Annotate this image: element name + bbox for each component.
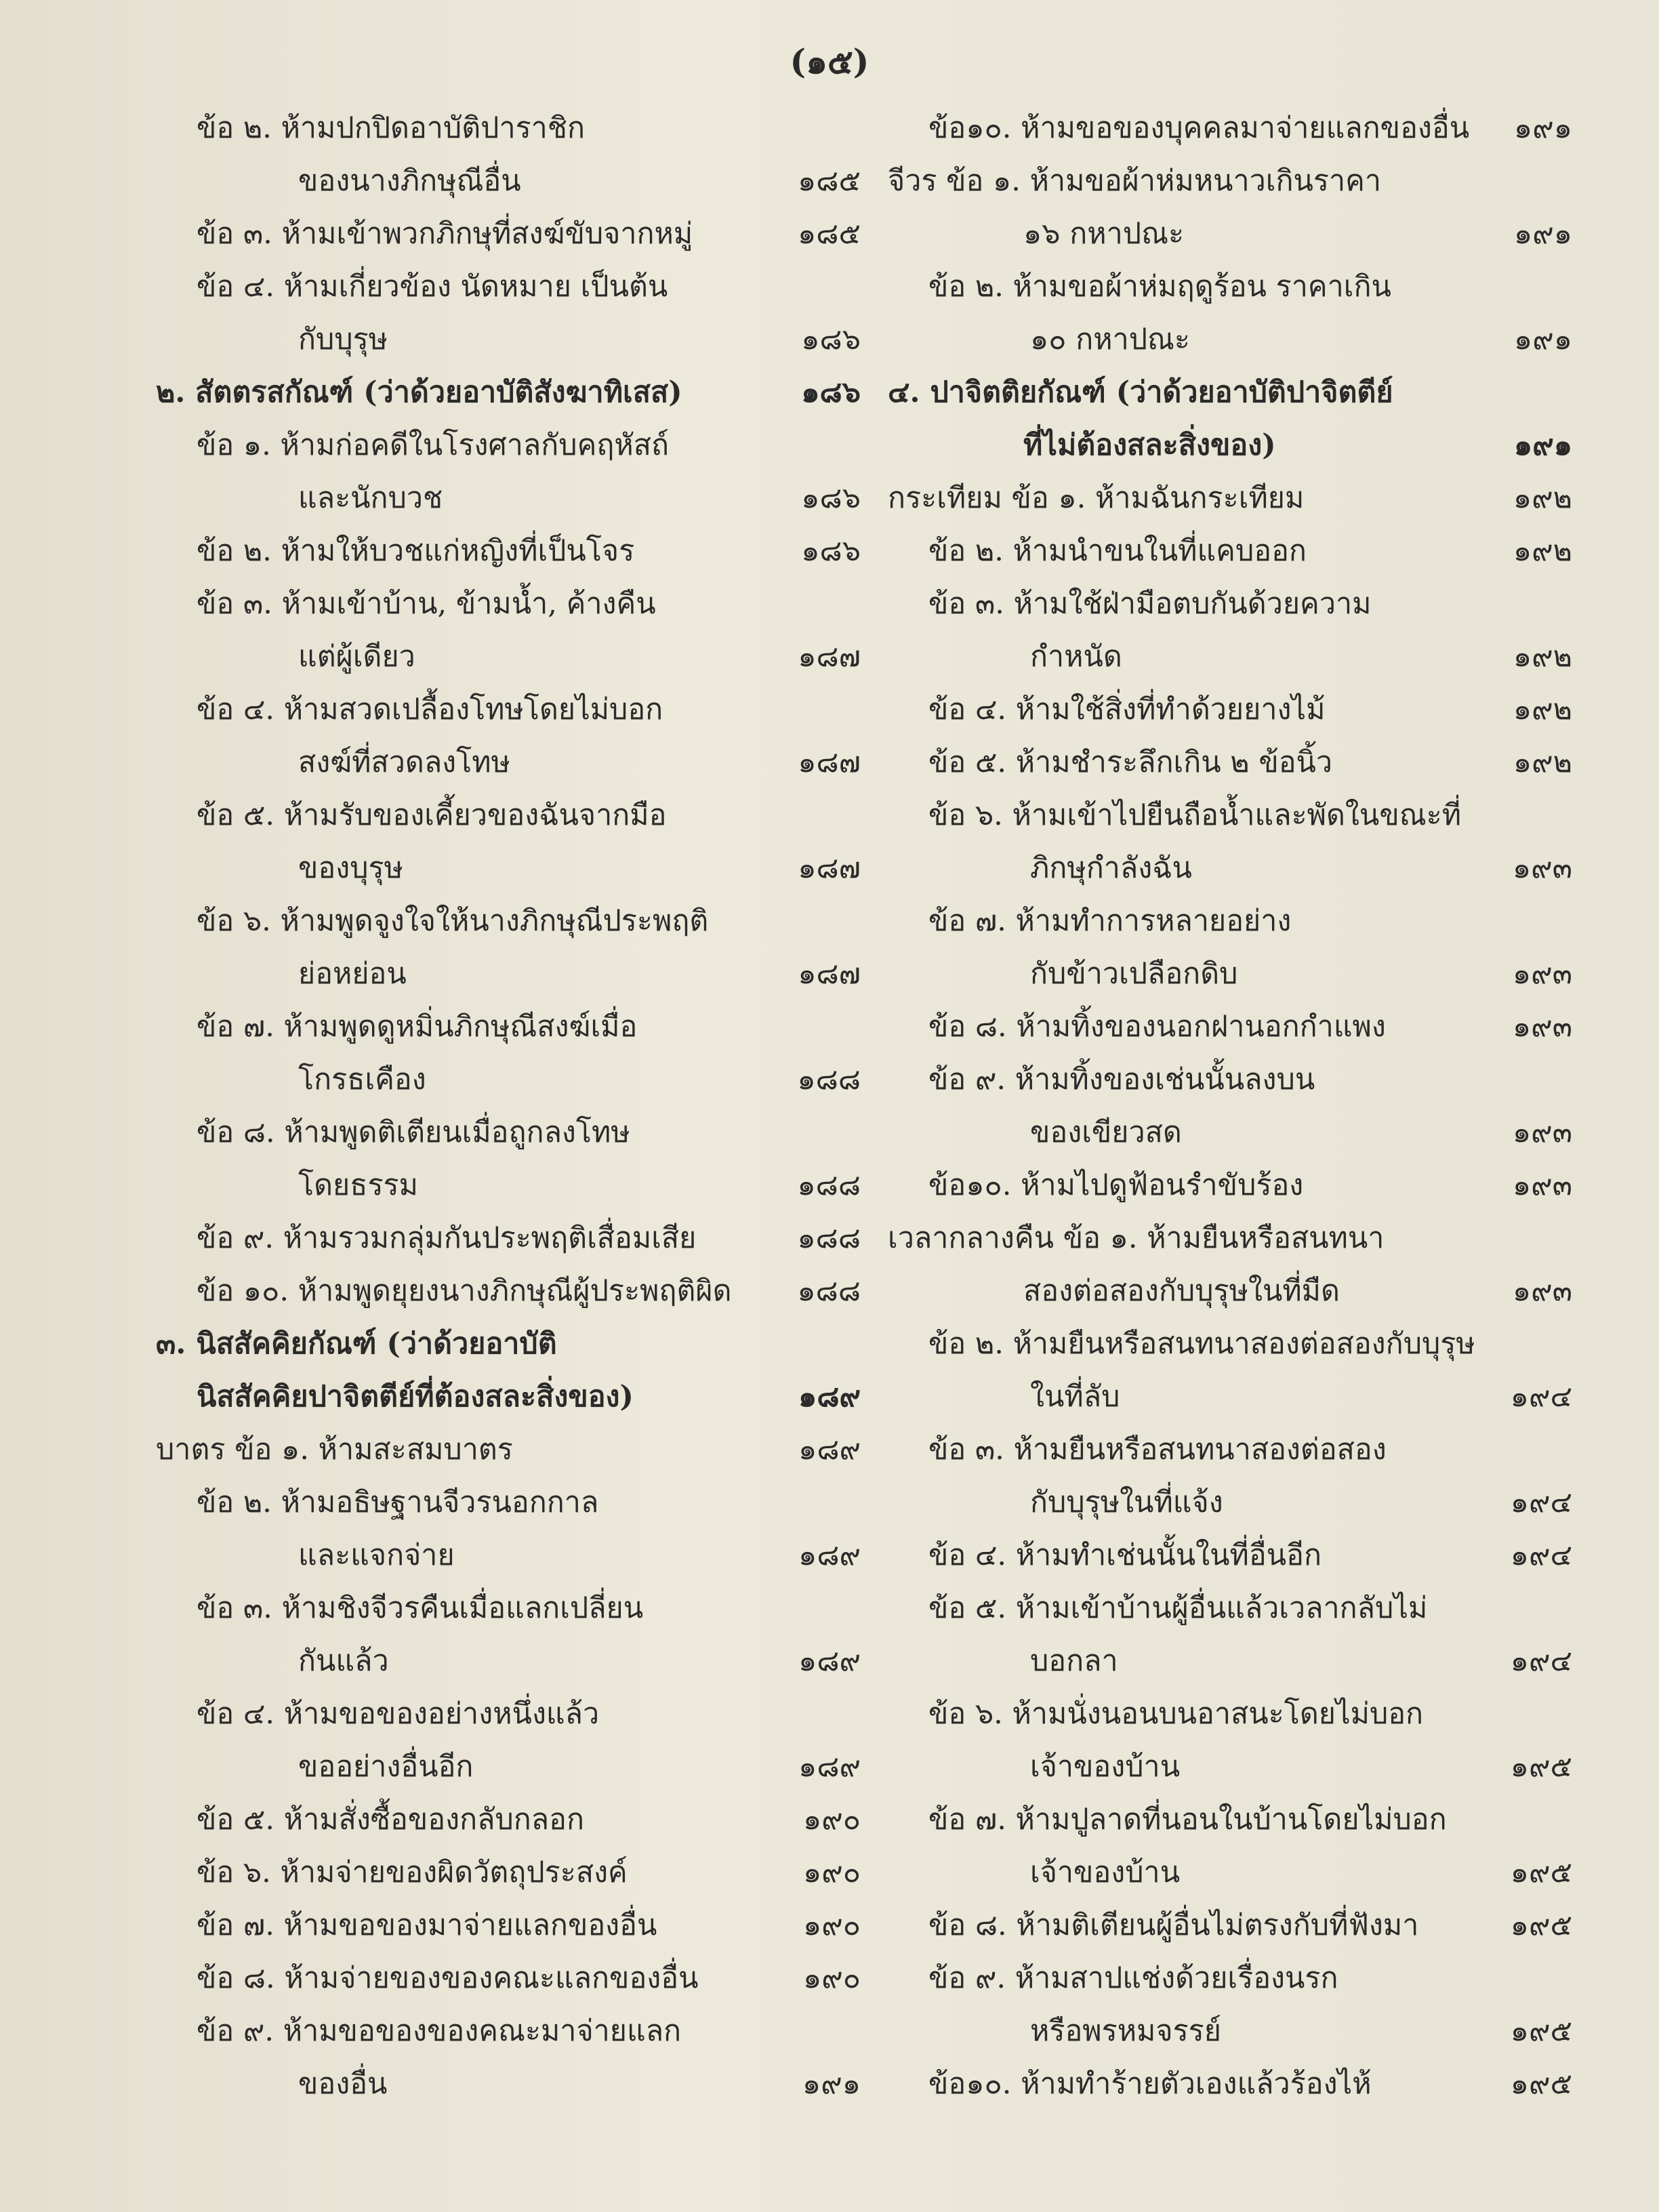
- toc-entry: [156, 102, 861, 207]
- toc-entry-text: ๔. ปาจิตติยกัณฑ์ (ว่าด้วยอาบัติปาจิตตีย์: [888, 375, 1393, 409]
- toc-entry-text: ข้อ ๘. ห้ามทิ้งของนอกฝานอกกำแพง: [928, 1010, 1386, 1044]
- toc-page-number: ๑๘๗: [798, 745, 861, 779]
- toc-entry-text: ย่อหย่อน: [298, 957, 407, 991]
- toc-entry-text: ข้อ๑๐. ห้ามไปดูฟ้อนรำขับร้อง: [928, 1168, 1304, 1202]
- toc-entry-text: ข้อ ๒. ห้ามอธิษฐานจีวรนอกกาล: [197, 1486, 599, 1519]
- toc-entry: [888, 102, 1572, 155]
- toc-entry: [156, 1793, 861, 1846]
- toc-entry-text: ข้อ ๒. ห้ามปกปิดอาบัติปาราชิก: [197, 111, 586, 145]
- toc-entry-text: ข้อ ๙. ห้ามรวมกลุ่มกันประพฤติเสื่อมเสีย: [197, 1221, 697, 1255]
- toc-entry-text: ข้อ ๔. ห้ามใช้สิ่งที่ทำด้วยยางไม้: [928, 693, 1326, 726]
- toc-entry: [156, 2005, 861, 2110]
- toc-entry: [156, 1952, 861, 2005]
- toc-page-number: ๑๙๐: [802, 1908, 861, 1942]
- toc-entry-text: กันแล้ว: [298, 1644, 389, 1678]
- toc-entry-text: ข้อ ๖. ห้ามเข้าไปยืนถือน้ำและพัดในขณะที่: [928, 798, 1462, 832]
- toc-page-number: ๑๙๑: [802, 2067, 861, 2101]
- toc-entry: [888, 155, 1572, 260]
- toc-entry-text: ภิกษุกำลังฉัน: [1030, 851, 1192, 885]
- toc-entry: [888, 1952, 1572, 2057]
- toc-page-number: ๑๙๐: [802, 1961, 861, 1995]
- toc-page-number: ๑๙๕: [1510, 1856, 1572, 1889]
- toc-entry: [156, 207, 861, 260]
- toc-entry: [156, 419, 861, 525]
- toc-entry-text: ของนางภิกษุณีอื่น: [298, 164, 521, 198]
- toc-entry-text: ข้อ ๑. ห้ามก่อคดีในโรงศาลกับคฤหัสถ์: [197, 428, 670, 462]
- toc-page-number: ๑๙๒: [1513, 640, 1572, 674]
- toc-page-number: ๑๘๖: [801, 534, 861, 568]
- toc-entry-text: ข้อ ๓. ห้ามยืนหรือสนทนาสองต่อสอง: [928, 1433, 1387, 1467]
- toc-page-number: ๑๙๒: [1513, 693, 1572, 726]
- toc-entry-text: ข้อ ๔. ห้ามเกี่ยวข้อง นัดหมาย เป็นต้น: [197, 270, 668, 304]
- toc-entry: [888, 525, 1572, 577]
- toc-entry-text: และนักบวช: [298, 481, 443, 515]
- toc-page-number: ๑๙๔: [1510, 1486, 1572, 1519]
- toc-page-number: ๑๘๗: [798, 640, 861, 674]
- toc-column-left: [156, 102, 861, 2110]
- toc-page-number: ๑๘๙: [798, 1433, 861, 1467]
- toc-entry-text: ข้อ ๗. ห้ามปูลาดที่นอนในบ้านโดยไม่บอก: [928, 1803, 1447, 1837]
- toc-entry-text: ข้อ ๔. ห้ามขอของอย่างหนึ่งแล้ว: [197, 1697, 600, 1731]
- toc-entry-text: บอกลา: [1030, 1644, 1118, 1678]
- toc-entry-text: ๒. สัตตรสกัณฑ์ (ว่าด้วยอาบัติสังฆาทิเสส): [156, 375, 682, 409]
- toc-page-number: ๑๘๖: [801, 481, 861, 515]
- toc-entry: [156, 577, 861, 683]
- toc-page-number: ๑๙๑: [1513, 217, 1572, 251]
- toc-page-number: ๑๙๑: [1513, 323, 1572, 356]
- toc-entry: [888, 2057, 1572, 2110]
- toc-entry-text: โกรธเคือง: [298, 1063, 426, 1097]
- toc-page-number: ๑๙๓: [1512, 851, 1572, 885]
- toc-entry-text: ข้อ ๖. ห้ามนั่งนอนบนอาสนะโดยไม่บอก: [928, 1697, 1424, 1731]
- toc-entry-text: ข้อ๑๐. ห้ามทำร้ายตัวเองแล้วร้องไห้: [928, 2067, 1372, 2101]
- toc-entry-text: เจ้าของบ้าน: [1030, 1856, 1181, 1889]
- toc-page-number: ๑๘๙: [798, 1538, 861, 1572]
- toc-page-number: ๑๙๕: [1510, 2014, 1572, 2048]
- toc-entry-text: ข้อ ๔. ห้ามทำเช่นนั้นในที่อื่นอีก: [928, 1538, 1322, 1572]
- toc-entry: [156, 1423, 861, 1476]
- toc-entry-text: ข้อ ๓. ห้ามใช้ฝ่ามือตบกันด้วยความ: [928, 587, 1372, 621]
- toc-entry: [156, 1899, 861, 1952]
- toc-page-number: ๑๘๗: [798, 851, 861, 885]
- toc-entry-text: ข้อ ๗. ห้ามทำการหลายอย่าง: [928, 904, 1292, 938]
- toc-page-number: ๑๙๔: [1510, 1644, 1572, 1678]
- toc-page-number: ๑๙๓: [1512, 1115, 1572, 1149]
- toc-entry: [156, 1476, 861, 1582]
- toc-entry: [156, 789, 861, 895]
- toc-page-number: ๑๙๔: [1510, 1538, 1572, 1572]
- toc-page-number: ๑๙๑: [1513, 111, 1572, 145]
- toc-entry-text: ข้อ ๓. ห้ามเข้าบ้าน, ข้ามน้ำ, ค้างคืน: [197, 587, 656, 621]
- toc-entry-text: ข้อ ๗. ห้ามขอของมาจ่ายแลกของอื่น: [197, 1908, 657, 1942]
- toc-entry-text: ข้อ ๖. ห้ามพูดจูงใจให้นางภิกษุณีประพฤติ: [197, 904, 709, 938]
- toc-page-number: ๑๙๒: [1513, 481, 1572, 515]
- toc-page-number: ๑๘๙: [798, 1750, 861, 1784]
- toc-entry: [888, 1053, 1572, 1159]
- toc-entry-text: ข้อ ๒. ห้ามนำขนในที่แคบออก: [928, 534, 1307, 568]
- toc-page-number: ๑๘๗: [798, 957, 861, 991]
- toc-entry: [156, 260, 861, 366]
- toc-entry-text: กระเทียม ข้อ ๑. ห้ามฉันกระเทียม: [888, 481, 1305, 515]
- toc-entry: [156, 1212, 861, 1265]
- toc-entry: [156, 683, 861, 789]
- toc-entry: [888, 1793, 1572, 1899]
- toc-entry: [888, 1687, 1572, 1793]
- toc-entry: [888, 736, 1572, 789]
- toc-entry-text: ของอื่น: [298, 2067, 388, 2101]
- toc-entry: [888, 1000, 1572, 1053]
- toc-entry-text: และแจกจ่าย: [298, 1538, 455, 1572]
- toc-page-number: ๑๘๘: [797, 1168, 861, 1202]
- toc-entry: [888, 577, 1572, 683]
- toc-entry: [888, 1899, 1572, 1952]
- toc-page-number: ๑๙๒: [1513, 745, 1572, 779]
- toc-entry-text: กับข้าวเปลือกดิบ: [1030, 957, 1238, 991]
- toc-entry-text: ข้อ ๒. ห้ามขอผ้าห่มฤดูร้อน ราคาเกิน: [928, 270, 1391, 304]
- toc-entry: [156, 525, 861, 577]
- toc-entry-text: สงฆ์ที่สวดลงโทษ: [298, 745, 510, 779]
- toc-page-number: ๑๘๕: [797, 217, 861, 251]
- toc-entry-text: ของเขียวสด: [1030, 1115, 1182, 1149]
- toc-page-number: ๑๘๖: [801, 323, 861, 356]
- toc-entry-text: ข้อ ๙. ห้ามขอของของคณะมาจ่ายแลก: [197, 2014, 682, 2048]
- toc-entry-text: กับบุรุษในที่แจ้ง: [1030, 1486, 1223, 1519]
- toc-entry-text: เวลากลางคืน ข้อ ๑. ห้ามยืนหรือสนทนา: [888, 1221, 1385, 1255]
- toc-entry: [888, 366, 1572, 472]
- toc-entry: [156, 1846, 861, 1899]
- toc-entry: [888, 1529, 1572, 1582]
- toc-entry-text: ข้อ ๘. ห้ามจ่ายของของคณะแลกของอื่น: [197, 1961, 699, 1995]
- toc-entry-text: นิสสัคคิยปาจิตตีย์ที่ต้องสละสิ่งของ): [197, 1380, 634, 1414]
- toc-entry: [156, 1317, 861, 1423]
- toc-entry-text: ข้อ ๑๐. ห้ามพูดยุยงนางภิกษุณีผู้ประพฤติผิด: [197, 1274, 732, 1308]
- toc-entry-text: โดยธรรม: [298, 1168, 418, 1202]
- toc-entry: [156, 1106, 861, 1212]
- toc-page-number: ๑๙๕: [1510, 1908, 1572, 1942]
- toc-entry-text: ๑๖ กหาปณะ: [1023, 217, 1185, 251]
- toc-entry-text: แต่ผู้เดียว: [298, 640, 415, 674]
- toc-entry-text: สองต่อสองกับบุรุษในที่มืด: [1023, 1274, 1340, 1308]
- toc-page-number: ๑๙๐: [802, 1803, 861, 1837]
- toc-entry-text: ที่ไม่ต้องสละสิ่งของ): [1023, 428, 1276, 462]
- toc-entry: [888, 1582, 1572, 1687]
- toc-entry: [156, 895, 861, 1000]
- toc-entry-text: กำหนัด: [1030, 640, 1122, 674]
- toc-entry-text: ขออย่างอื่นอีก: [298, 1750, 474, 1784]
- toc-entry: [156, 1265, 861, 1317]
- toc-entry-text: ๑๐ กหาปณะ: [1030, 323, 1191, 356]
- toc-entry-text: ข้อ๑๐. ห้ามขอของบุคคลมาจ่ายแลกของอื่น: [928, 111, 1470, 145]
- toc-entry: [888, 472, 1572, 525]
- toc-entry: [888, 260, 1572, 366]
- toc-entry-text: ข้อ ๓. ห้ามเข้าพวกภิกษุที่สงฆ์ขับจากหมู่: [197, 217, 693, 251]
- toc-entry-text: หรือพรหมจรรย์: [1030, 2014, 1221, 2048]
- toc-entry-text: ข้อ ๗. ห้ามพูดดูหมิ่นภิกษุณีสงฆ์เมื่อ: [197, 1010, 638, 1044]
- toc-entry: [888, 1212, 1572, 1317]
- toc-entry: [888, 789, 1572, 895]
- toc-entry-text: เจ้าของบ้าน: [1030, 1750, 1181, 1784]
- toc-entry-text: ข้อ ๕. ห้ามเข้าบ้านผู้อื่นแล้วเวลากลับไม่: [928, 1591, 1428, 1625]
- toc-entry: [156, 1687, 861, 1793]
- toc-entry-text: ข้อ ๕. ห้ามสั่งซื้อของกลับกลอก: [197, 1803, 584, 1837]
- toc-entry-text: ข้อ ๖. ห้ามจ่ายของผิดวัตถุประสงค์: [197, 1856, 628, 1889]
- toc-page-number: ๑๙๓: [1512, 1274, 1572, 1308]
- toc-entry-text: ข้อ ๘. ห้ามติเตียนผู้อื่นไม่ตรงกับที่ฟังมา: [928, 1908, 1419, 1942]
- toc-page-number: ๑๙๓: [1512, 1168, 1572, 1202]
- toc-entry-text: ข้อ ๒. ห้ามยืนหรือสนทนาสองต่อสองกับบุรุษ: [928, 1327, 1475, 1361]
- toc-page-number: ๑๘๘: [797, 1063, 861, 1097]
- toc-entry-text: กับบุรุษ: [298, 323, 388, 356]
- toc-page-number: ๑๘๘: [797, 1274, 861, 1308]
- toc-column-right: [888, 102, 1572, 2110]
- toc-page-number: ๑๘๘: [797, 1221, 861, 1255]
- toc-entry-text: จีวร ข้อ ๑. ห้ามขอผ้าห่มหนาวเกินราคา: [888, 164, 1382, 198]
- toc-entry-text: ข้อ ๕. ห้ามชำระลึกเกิน ๒ ข้อนิ้ว: [928, 745, 1333, 779]
- toc-entry: [888, 683, 1572, 736]
- toc-page-number: ๑๙๓: [1512, 957, 1572, 991]
- toc-entry: [156, 1582, 861, 1687]
- toc-page-number: ๑๙๕: [1510, 1750, 1572, 1784]
- toc-page-number: ๑๙๑: [1513, 428, 1572, 462]
- toc-entry: [888, 895, 1572, 1000]
- toc-entry-text: ๓. นิสสัคคิยกัณฑ์ (ว่าด้วยอาบัติ: [156, 1327, 557, 1361]
- toc-entry: [888, 1423, 1572, 1529]
- toc-page-number: ๑๘๕: [797, 164, 861, 198]
- toc-entry-text: ข้อ ๓. ห้ามชิงจีวรคืนเมื่อแลกเปลี่ยน: [197, 1591, 644, 1625]
- toc-page-number: ๑๙๐: [802, 1856, 861, 1889]
- toc-page-number: ๑๙๓: [1512, 1010, 1572, 1044]
- toc-page-number: ๑๘๖: [801, 375, 861, 409]
- toc-entry-text: บาตร ข้อ ๑. ห้ามสะสมบาตร: [156, 1433, 513, 1467]
- toc-page-number: ๑๙๒: [1513, 534, 1572, 568]
- toc-entry-text: ของบุรุษ: [298, 851, 403, 885]
- toc-entry: [888, 1317, 1572, 1423]
- toc-page-number: ๑๙๔: [1510, 1380, 1572, 1414]
- toc-entry: [156, 1000, 861, 1106]
- toc-entry: [156, 366, 861, 419]
- toc-page-number: ๑๘๙: [798, 1644, 861, 1678]
- toc-entry-text: ข้อ ๕. ห้ามรับของเคี้ยวของฉันจากมือ: [197, 798, 667, 832]
- toc-entry-text: ข้อ ๔. ห้ามสวดเปลื้องโทษโดยไม่บอก: [197, 693, 663, 726]
- toc-entry-text: ข้อ ๒. ห้ามให้บวชแก่หญิงที่เป็นโจร: [197, 534, 635, 568]
- toc-entry-text: ข้อ ๙. ห้ามสาปแช่งด้วยเรื่องนรก: [928, 1961, 1338, 1995]
- toc-entry: [888, 1159, 1572, 1212]
- toc-entry-text: ข้อ ๘. ห้ามพูดติเตียนเมื่อถูกลงโทษ: [197, 1115, 630, 1149]
- toc-entry-text: ในที่ลับ: [1030, 1380, 1120, 1414]
- page-number: (๑๕): [790, 41, 869, 81]
- toc-page-number: ๑๙๕: [1510, 2067, 1572, 2101]
- toc-entry-text: ข้อ ๙. ห้ามทิ้งของเช่นนั้นลงบน: [928, 1063, 1315, 1097]
- toc-page-number: ๑๘๙: [798, 1380, 861, 1414]
